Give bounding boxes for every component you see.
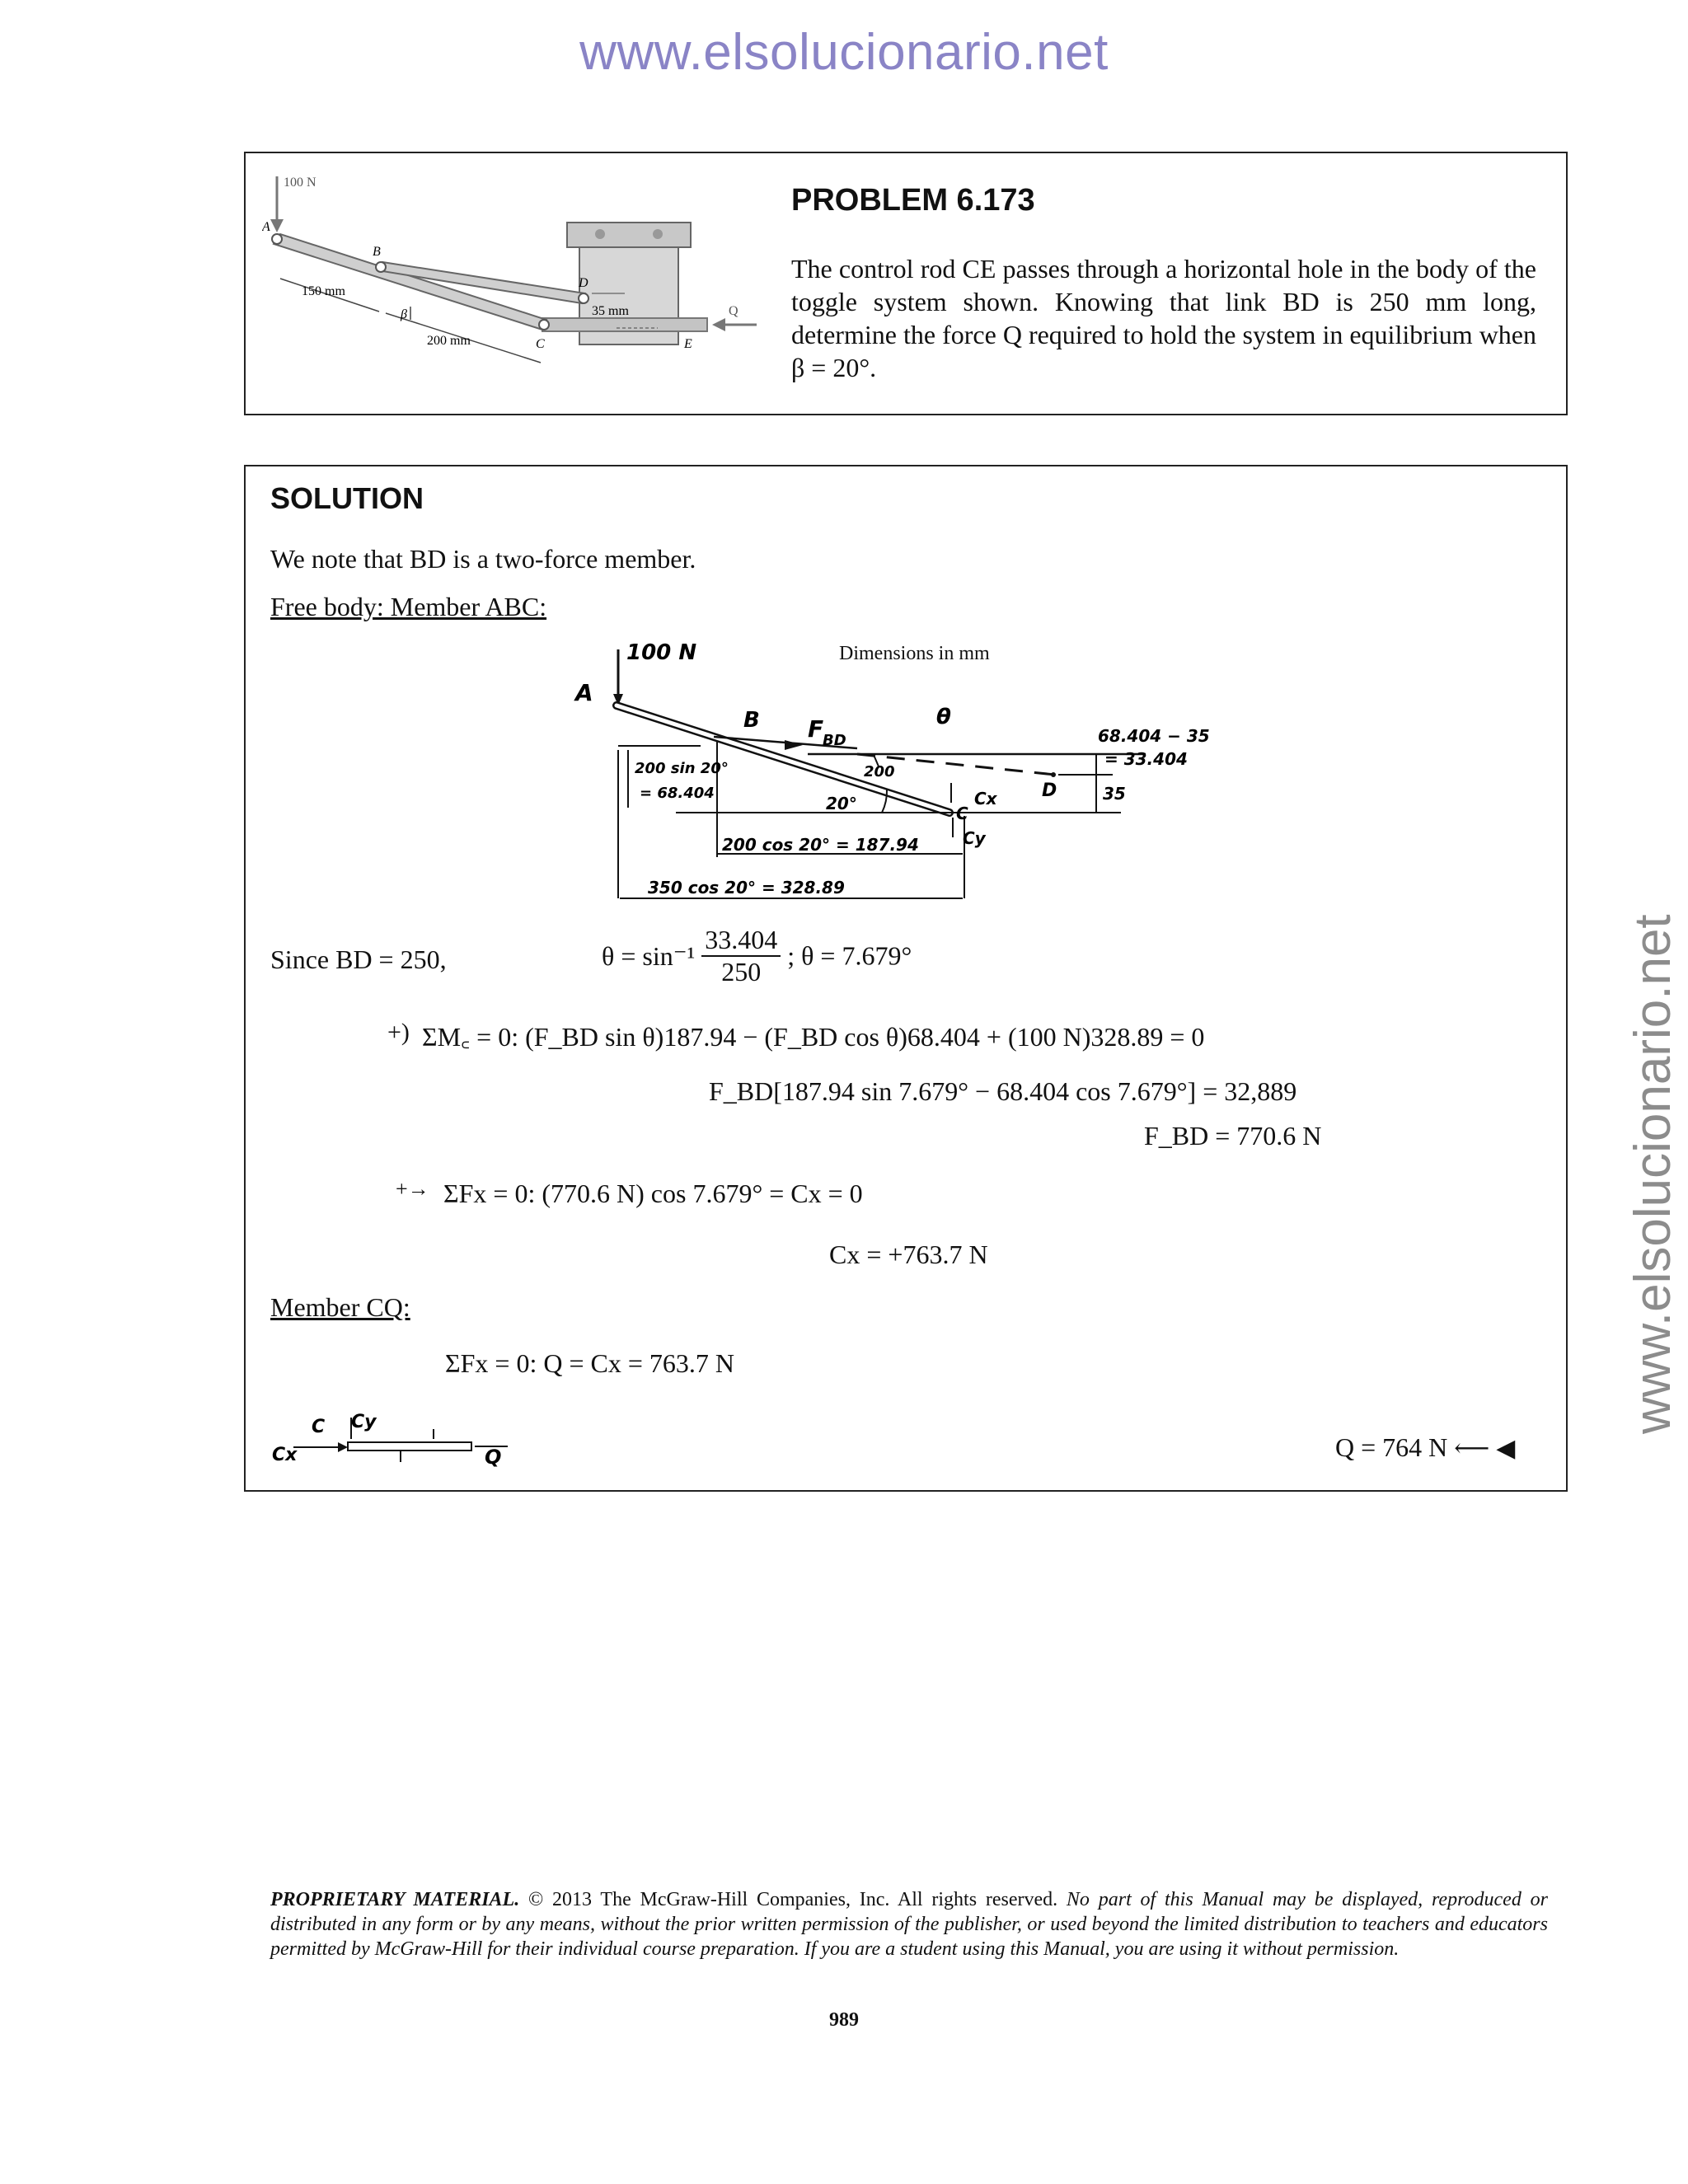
svg-text:20°: 20° — [826, 794, 857, 813]
theta-lhs: θ = sin⁻¹ — [602, 941, 696, 971]
footer-lead: PROPRIETARY MATERIAL. — [270, 1889, 520, 1910]
cx-result: Cx = +763.7 N — [829, 1240, 988, 1269]
fig-label-100n: 100 N — [284, 176, 316, 190]
svg-text:F: F — [808, 715, 824, 743]
svg-text:Cx: Cx — [974, 789, 997, 808]
theta-result: ; θ = 7.679° — [787, 940, 912, 971]
member-cq-sketch — [269, 1411, 516, 1469]
rod-cq — [348, 1442, 471, 1451]
svg-text:θ: θ — [936, 705, 951, 729]
svg-text:C: C — [956, 804, 968, 823]
svg-text:35: 35 — [1103, 784, 1126, 804]
svg-text:100 N: 100 N — [626, 640, 697, 665]
theta-equation — [602, 925, 912, 987]
svg-text:B: B — [373, 245, 381, 259]
fbd-result: F_BD = 770.6 N — [1144, 1121, 1322, 1151]
svg-text:E: E — [684, 337, 692, 351]
svg-text:A: A — [575, 679, 593, 706]
problem-title: PROBLEM 6.173 — [791, 183, 1035, 218]
two-force-note: We note that BD is a two-force member. — [270, 544, 696, 574]
footer-italic: No part of this Manual may be displayed, reproduced or distributed in any form or by any means, without the prior written permission of the publisher, or used beyond the limited distribution to teachers and educators permitted by McGraw-Hill for their individual course preparation. If you are a student using this Manual, you are using it without permission. — [270, 1889, 1548, 1960]
svg-text:200 mm: 200 mm — [427, 334, 471, 348]
svg-text:68.404 − 35: 68.404 − 35 — [1098, 726, 1210, 746]
svg-text:200 sin 20°: 200 sin 20° — [635, 760, 729, 777]
svg-text:B: B — [743, 708, 760, 733]
svg-text:200 cos 20° = 187.94: 200 cos 20° = 187.94 — [722, 835, 919, 855]
theta-fraction — [701, 925, 781, 987]
body-block — [567, 223, 691, 247]
cq-equation: ΣFx = 0: Q = Cx = 763.7 N — [445, 1348, 735, 1378]
dimensions-note: Dimensions in mm — [839, 643, 990, 664]
svg-text:Q: Q — [485, 1446, 502, 1469]
fx-sign-icon: +→ — [396, 1177, 429, 1201]
since-bd: Since BD = 250, — [270, 944, 447, 974]
svg-text:= 68.404: = 68.404 — [640, 785, 715, 802]
theta-numerator: 33.404 — [701, 925, 781, 957]
free-body-sketch — [569, 635, 1245, 907]
solution-title: SOLUTION — [270, 481, 424, 515]
problem-text: The control rod CE passes through a horizontal hole in the body of the toggle system shown. Knowing that link BD is 250 mm long, determine the force Q required to hold the system in equilibrium when β = 20°. — [791, 254, 1536, 382]
answer — [1335, 1432, 1515, 1463]
answer-arrow-icon: ⟵ — [1454, 1435, 1490, 1462]
theta-denominator: 250 — [721, 957, 762, 987]
toggle-system-figure — [262, 171, 765, 369]
svg-text:= 33.404: = 33.404 — [1104, 749, 1188, 769]
svg-text:200: 200 — [864, 763, 895, 780]
svg-text:BD: BD — [823, 732, 846, 749]
moment-equation: ΣM꜀ = 0: (F_BD sin θ)187.94 − (F_BD cos θ)68.404 + (100 N)328.89 = 0 — [422, 1022, 1205, 1052]
svg-text:Cx: Cx — [272, 1445, 298, 1465]
svg-text:35 mm: 35 mm — [592, 304, 629, 318]
footer-normal: © 2013 The McGraw-Hill Companies, Inc. All rights reserved. — [519, 1889, 1067, 1910]
fbd-arrow-icon — [785, 740, 803, 750]
watermark-side: www.elsolucionario.net — [1625, 914, 1681, 1434]
svg-text:Cy: Cy — [963, 828, 986, 848]
answer-marker-icon: ◀ — [1496, 1435, 1516, 1462]
svg-text:150 mm: 150 mm — [302, 284, 345, 298]
svg-text:C: C — [536, 337, 545, 351]
problem-box — [244, 152, 1568, 415]
force-arrow-icon — [270, 219, 284, 232]
free-body-label: Free body: Member ABC: — [270, 592, 547, 621]
svg-text:A: A — [262, 220, 270, 234]
svg-text:Q: Q — [729, 304, 738, 318]
svg-text:Cy: Cy — [351, 1412, 377, 1432]
svg-text:β: β — [401, 307, 407, 321]
moment-equation-2: F_BD[187.94 sin 7.679° − 68.404 cos 7.679°] = 32,889 — [709, 1076, 1297, 1106]
rod-ce — [542, 318, 707, 331]
watermark-top: www.elsolucionario.net — [579, 24, 1109, 81]
member-cq-label: Member CQ: — [270, 1292, 410, 1322]
svg-text:C: C — [312, 1417, 326, 1437]
fx-equation: ΣFx = 0: (770.6 N) cos 7.679° = Cx = 0 — [443, 1179, 863, 1208]
proprietary-footer — [270, 1887, 1548, 1961]
svg-text:D: D — [1042, 780, 1057, 801]
svg-text:D: D — [579, 276, 588, 290]
svg-text:350 cos 20° = 328.89: 350 cos 20° = 328.89 — [648, 878, 845, 898]
q-arrow-icon — [712, 318, 725, 331]
page-number: 989 — [829, 2009, 859, 2031]
moment-sign-icon: +) — [387, 1019, 410, 1046]
answer-text: Q = 764 N — [1335, 1432, 1448, 1462]
